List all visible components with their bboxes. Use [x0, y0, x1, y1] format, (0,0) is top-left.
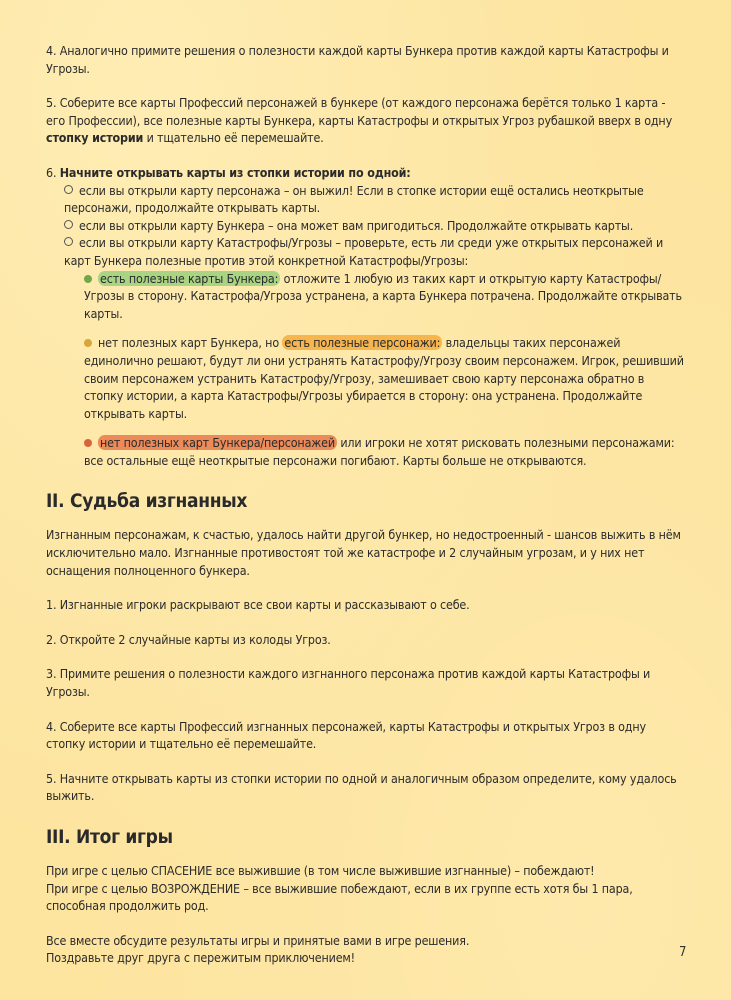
exile-step-2: 2. Откройте 2 случайные карты из колоды Угроз. [46, 631, 331, 647]
bullet-character [46, 182, 686, 217]
circle-bullet-icon [64, 237, 73, 246]
highlight-orange: есть полезные персонажи: [284, 335, 441, 351]
sub-bullet-none [46, 434, 686, 469]
closing-discuss: Все вместе обсудите результаты игры и принятые вами в игре решения. [46, 932, 470, 948]
step-4: 4. Аналогично примите решения о полезности каждой карты Бункера против каждой карты Катастрофы и Угрозы. [46, 43, 669, 76]
red-dot-icon [84, 439, 92, 447]
bullet-bunker [46, 217, 686, 235]
highlight-green: есть полезные карты Бункера: [100, 270, 279, 286]
result-revival: При игре с целью ВОЗРОЖДЕНИЕ – все выжившие побеждают, если в их группе есть хотя бы 1 пара, способная продолжить род. [46, 880, 633, 914]
circle-bullet-icon [64, 220, 73, 229]
sub-bullet-2-text-a: нет полезных карт Бункера, но [98, 335, 283, 351]
section-3-title: III. Итог игры [46, 826, 173, 848]
sub-bullet-1-text: отложите 1 любую из таких карт и открытую карту Катастрофы/Угрозы в сторону. Катастрофа/Угроза устранена, а карта Бункера потрачена. Продолжайте открывать карты. [84, 270, 682, 321]
bullet-character-text: если вы открыли карту персонажа – он выжил! Если в стопке истории ещё остались неоткрытые персонажи, продолжайте открывать карты. [64, 182, 644, 216]
step-5-text-a: 5. Соберите все карты Профессий персонажей в бункере (от каждого персонажа берётся только 1 карта - его Профессии), все полезные карты Бункера, карты Катастрофы и открытых Угроз рубашкой вверх в одну [46, 95, 673, 128]
step-5-bold: стопку истории [46, 130, 144, 146]
bullet-bunker-text: если вы открыли карту Бункера – она может вам пригодиться. Продолжайте открывать карты. [79, 217, 634, 233]
section-2-intro: Изгнанным персонажам, к счастью, удалось найти другой бункер, но недостроенный - шансов выжить в нём исключительно мало. Изгнанные противостоят той же катастрофе и 2 случайным угрозам, и у них нет оснащения полноценного бункера. [46, 527, 681, 578]
page-content [46, 42, 686, 967]
step-6-bold: Начните открывать карты из стопки истории по одной: [59, 164, 411, 180]
exile-step-1: 1. Изгнанные игроки раскрывают все свои карты и рассказывают о себе. [46, 597, 470, 613]
step-5-text-c: и тщательно её перемешайте. [143, 130, 324, 146]
bullet-catastrophe [46, 234, 686, 269]
bullet-catastrophe-text: если вы открыли карту Катастрофы/Угрозы – проверьте, есть ли среди уже открытых персонажей и карт Бункера полезные против этой конкретной Катастрофы/Угрозы: [64, 235, 664, 268]
green-dot-icon [84, 275, 92, 283]
circle-bullet-icon [64, 185, 73, 194]
exile-step-5: 5. Начните открывать карты из стопки истории по одной и аналогичным образом определите, кому удалось выжить. [46, 770, 677, 804]
exile-step-4: 4. Соберите все карты Профессий изгнанных персонажей, карты Катастрофы и открытых Угроз в одну стопку истории и тщательно её перемешайте. [46, 718, 646, 752]
orange-dot-icon [84, 339, 92, 347]
sub-bullet-characters [46, 334, 686, 422]
closing-congrats: Поздравьте друг друга с пережитым приключением! [46, 950, 355, 966]
highlight-red: нет полезных карт Бункера/персонажей [100, 435, 335, 451]
step-6-number: 6. [46, 164, 60, 180]
result-rescue: При игре с целью СПАСЕНИЕ все выжившие (в том числе выжившие изгнанные) – побеждают! [46, 863, 595, 878]
sub-bullet-bunker-cards [46, 270, 686, 323]
step-5 [46, 94, 686, 147]
section-2-title: II. Судьба изгнанных [46, 490, 248, 513]
step-6 [46, 164, 686, 182]
sub-bullet-2-text: владельцы таких персонажей единолично решают, будут ли они устранять Катастрофу/Угрозу своим персонажем. Игрок, решивший своим персонажем устранить Катастрофу/Угрозу, замешивает свою карту персонажа обратно в стопку истории, а карта Катастрофы/Угрозы убирается в сторону: она устранена. Продолжайте открывать карты. [84, 335, 684, 421]
page-number: 7 [679, 945, 687, 960]
exile-step-3: 3. Примите решения о полезности каждого изгнанного персонажа против каждой карты Катастрофы и Угрозы. [46, 666, 651, 700]
sub-bullet-3-text: или игроки не хотят рисковать полезными персонажами: все остальные ещё неоткрытые персонажи погибают. Карты больше не открываются. [84, 435, 675, 468]
